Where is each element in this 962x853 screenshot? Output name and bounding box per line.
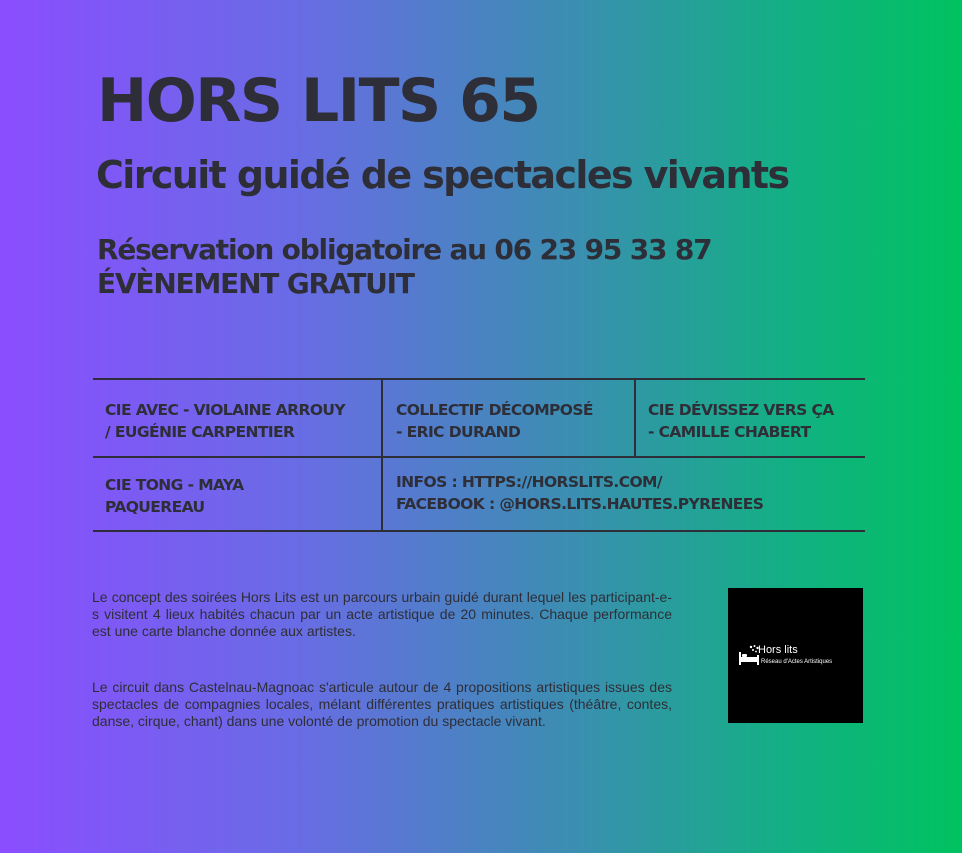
- company-line: CIE DÉVISSEZ VERS ÇA: [648, 401, 834, 419]
- company-line: - CAMILLE CHABERT: [648, 423, 811, 441]
- infos-cell: [396, 471, 862, 515]
- logo-name: Hors lits: [758, 644, 798, 656]
- circuit-description: Le circuit dans Castelnau-Magnoac s'articule autour de 4 propositions artistiques issues des spectacles de compagnies locales, mélant différentes pratiques artistiques (théâtre, contes, danse, cirque, chant) dans une volonté de promotion du spectacle vivant.: [92, 679, 672, 729]
- facebook-link[interactable]: FACEBOOK : @HORS.LITS.HAUTES.PYRENEES: [396, 495, 764, 513]
- logo-tagline: Réseau d'Actes Artistiques: [761, 659, 833, 665]
- company-line: / EUGÉNIE CARPENTIER: [105, 423, 295, 441]
- company-cell-avec: [105, 399, 377, 443]
- company-cell-devissez: [648, 399, 863, 443]
- event-title: HORS LITS 65: [97, 66, 540, 136]
- company-line: COLLECTIF DÉCOMPOSÉ: [396, 401, 593, 419]
- free-event-label: ÉVÈNEMENT GRATUIT: [97, 267, 414, 300]
- company-cell-decompose: [396, 399, 632, 443]
- company-cell-tong: [105, 474, 377, 518]
- company-line: PAQUEREAU: [105, 498, 205, 516]
- companies-grid: [93, 378, 865, 532]
- company-line: - ERIC DURAND: [396, 423, 521, 441]
- grid-divider-horizontal: [93, 456, 865, 458]
- grid-divider-vertical: [381, 456, 383, 532]
- grid-divider-vertical: [381, 380, 383, 456]
- grid-divider-vertical: [634, 380, 636, 456]
- reservation-block: [97, 233, 711, 301]
- concept-description: Le concept des soirées Hors Lits est un parcours urbain guidé durant lequel les participant-e-s visitent 4 lieux habités chacun par un acte artistique de 20 minutes. Chaque performance est une carte blanche donnée aux artistes.: [92, 589, 672, 639]
- reservation-phone: Réservation obligatoire au 06 23 95 33 87: [97, 233, 712, 266]
- company-line: CIE AVEC - VIOLAINE ARROUY: [105, 401, 346, 419]
- company-line: CIE TONG - MAYA: [105, 476, 244, 494]
- event-subtitle: Circuit guidé de spectacles vivants: [96, 153, 789, 197]
- hors-lits-logo: [728, 588, 863, 723]
- website-link[interactable]: INFOS : HTTPS://HORSLITS.COM/: [396, 473, 662, 491]
